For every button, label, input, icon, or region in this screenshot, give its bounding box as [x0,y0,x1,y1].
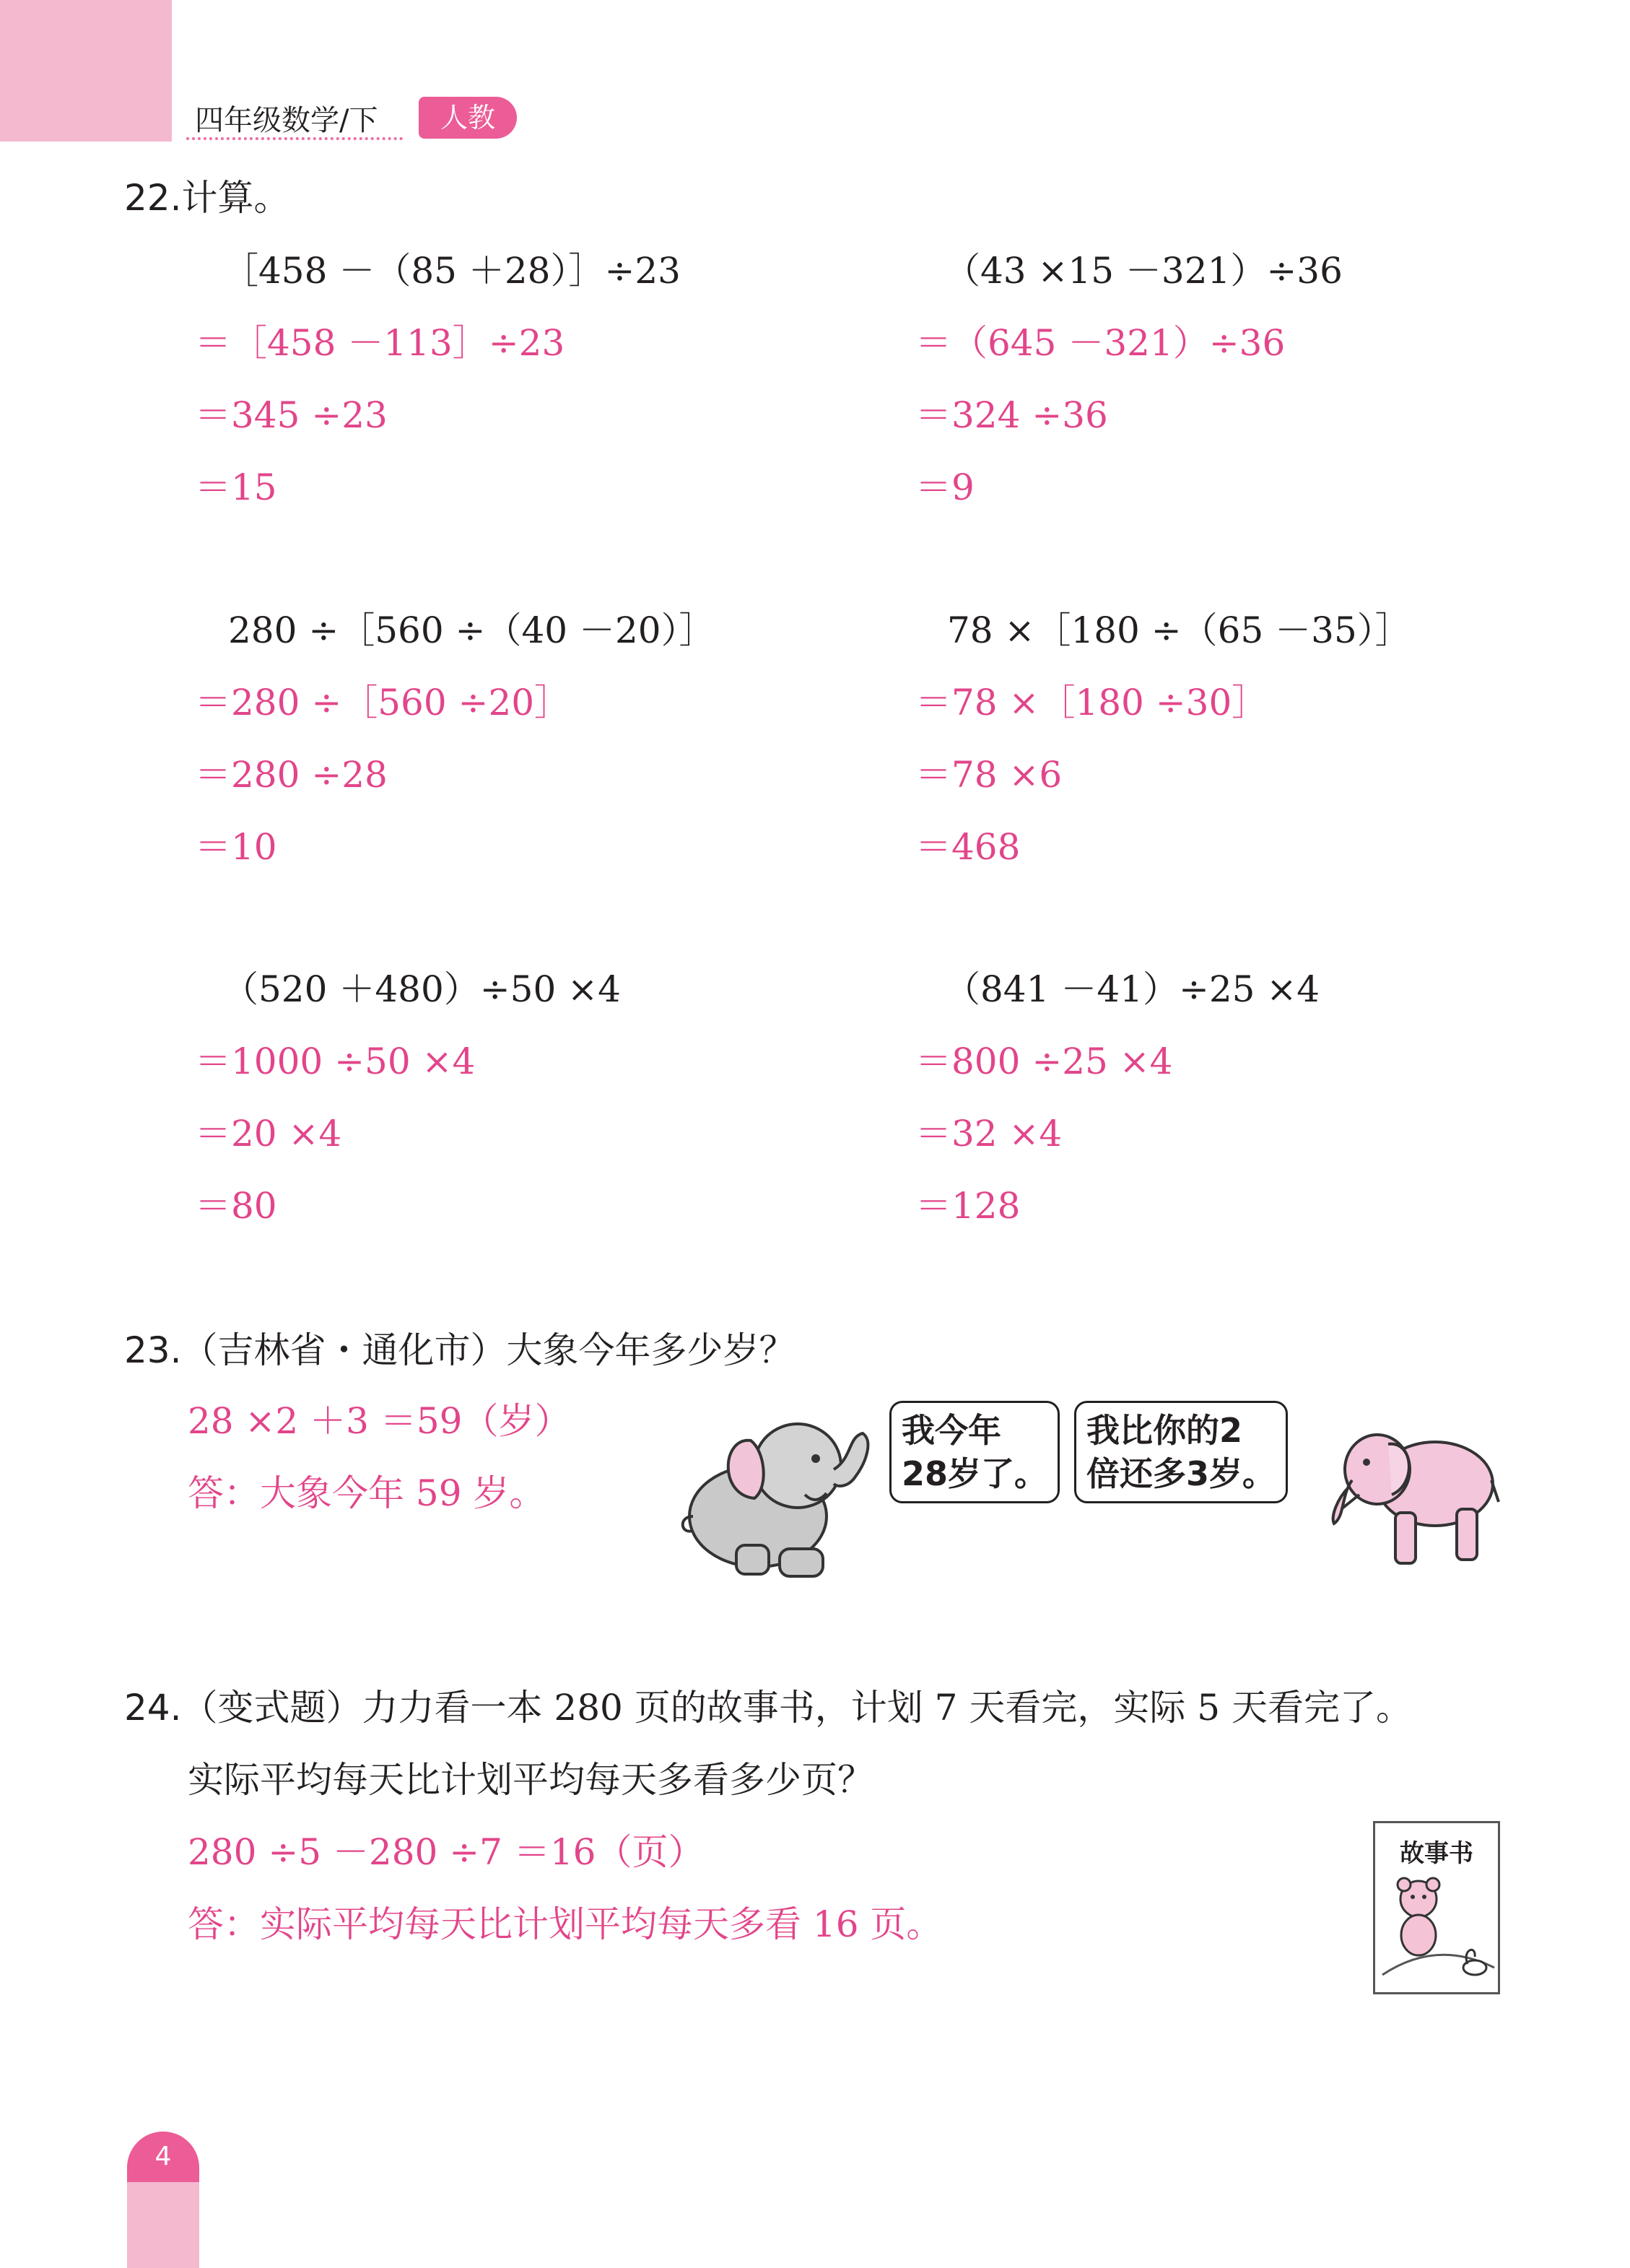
q22-p2-expr: （43 ×15 －321）÷36 [944,250,1343,292]
q22-p5-step2: ＝20 ×4 [195,1113,342,1155]
q24-calc: 280 ÷5 －280 ÷7 ＝16（页） [188,1831,705,1873]
q22-number: 22. [124,177,182,219]
q22-p5-expr: （520 ＋480）÷50 ×4 [222,968,621,1010]
q22-p6-step1: ＝800 ÷25 ×4 [915,1040,1173,1082]
q22-p1-step2: ＝345 ÷23 [195,394,388,436]
speech-bubble-right: 我比你的2 倍还多3岁。 [1074,1401,1288,1503]
q23-prompt: （吉林省・通化市）大象今年多少岁？ [181,1329,796,1371]
q22-p6-step3: ＝128 [915,1185,1021,1227]
header-badge: 人教 [419,97,517,139]
q24-prompt-line2: 实际平均每天比计划平均每天多看多少页？ [188,1759,873,1801]
speech-bubble-left: 我今年 28岁了。 [889,1401,1060,1503]
q22-p6-step2: ＝32 ×4 [915,1113,1063,1155]
q22-heading [124,169,290,221]
q22-p3-step1: ＝280 ÷［560 ÷20］ [195,682,571,724]
q22-p4-step2: ＝78 ×6 [915,754,1063,796]
q22-p1-expr: ［458 －（85 ＋28）］÷23 [222,250,681,292]
q22-p4-step1: ＝78 ×［180 ÷30］ [915,682,1268,724]
q22-p2-step2: ＝324 ÷36 [915,394,1108,436]
q22-prompt: 计算。 [181,177,290,219]
q24-heading [124,1679,1412,1731]
q22-p3-step3: ＝10 [195,826,277,868]
page-number: 4 [127,2132,199,2182]
bear-duck-icon [1375,1867,1498,1989]
storybook-illustration [1373,1821,1500,1994]
gray-elephant-illustration [671,1408,881,1581]
header-dotted-rule [186,137,403,140]
q22-p2-step1: ＝（645 －321）÷36 [915,322,1286,364]
q22-p4-expr: 78 ×［180 ÷（65 －35）］ [947,609,1411,651]
q22-p1-step3: ＝15 [195,466,277,508]
q22-p3-expr: 280 ÷［560 ÷（40 －20）］ [228,609,715,651]
q22-p1-step1: ＝［458 －113］÷23 [195,322,565,364]
header-title: 四年级数学/下 [195,104,378,137]
q22-p6-expr: （841 －41）÷25 ×4 [944,968,1320,1010]
q22-p2-step3: ＝9 [915,466,975,508]
q22-p3-step2: ＝280 ÷28 [195,754,388,796]
storybook-title: 故事书 [1400,1839,1473,1868]
q23-heading [124,1321,796,1373]
q24-prompt-line1: （变式题）力力看一本 280 页的故事书，计划 7 天看完，实际 5 天看完了。 [181,1687,1412,1729]
q22-p4-step3: ＝468 [915,826,1021,868]
corner-tab [0,0,172,142]
q23-answer: 答：大象今年 59 岁。 [188,1472,546,1514]
q22-p5-step1: ＝1000 ÷50 ×4 [195,1040,476,1082]
pink-elephant-illustration [1327,1415,1500,1570]
q22-p5-step3: ＝80 [195,1185,277,1227]
q24-number: 24. [124,1687,182,1729]
q24-answer: 答：实际平均每天比计划平均每天多看 16 页。 [188,1903,943,1945]
q23-number: 23. [124,1329,182,1371]
q23-calc: 28 ×2 ＋3 ＝59（岁） [188,1400,571,1442]
